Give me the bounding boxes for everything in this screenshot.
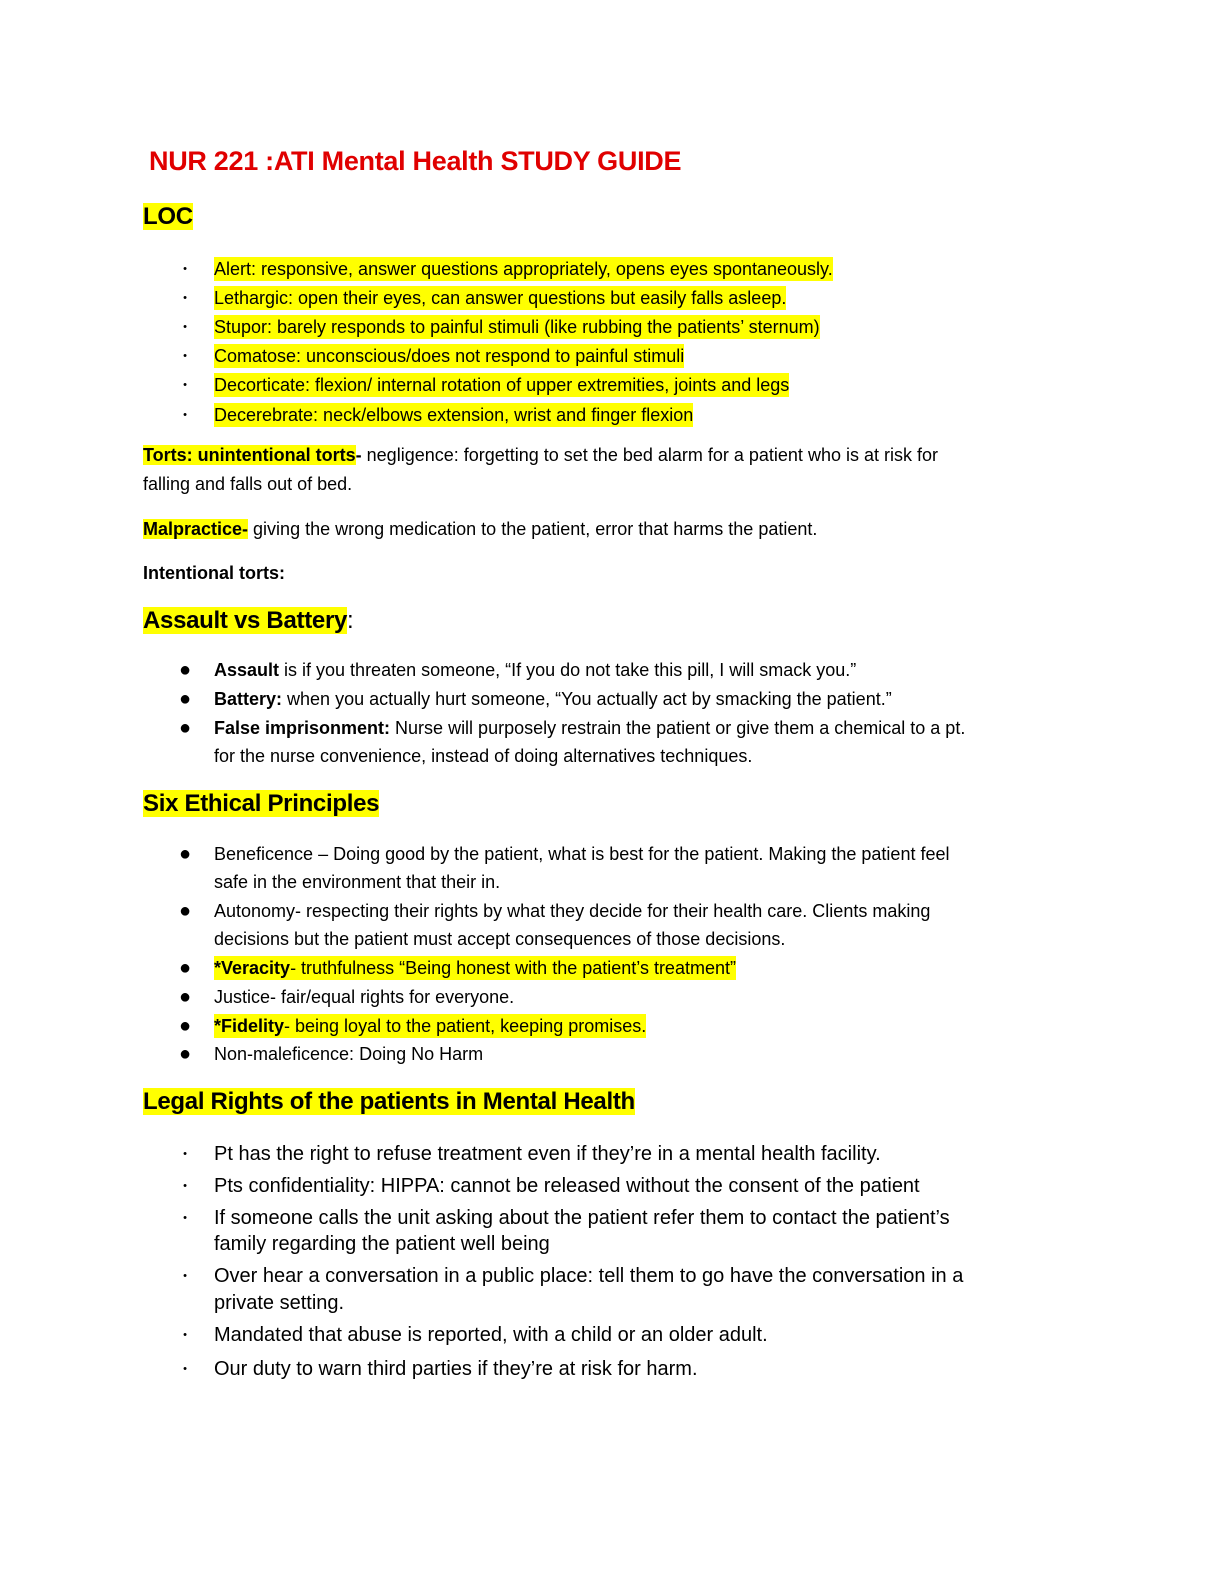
torts-label: Torts: unintentional torts [143, 445, 356, 465]
bullet-icon: • [183, 1329, 187, 1341]
torts-paragraph: Torts: unintentional torts- negligence: forgetting to set the bed alarm for a patient who is at risk for [143, 445, 938, 465]
bullet-icon: • [183, 1363, 187, 1375]
page-title: NUR 221 :ATI Mental Health STUDY GUIDE [149, 146, 682, 176]
ethics-heading: Six Ethical Principles [143, 790, 380, 817]
bullet-icon: • [183, 1148, 187, 1160]
bullet-icon: • [183, 263, 187, 275]
bullet-icon: • [183, 1212, 187, 1224]
assault-heading: Assault vs Battery: [143, 607, 354, 634]
bullet-icon: ● [178, 986, 192, 1008]
loc-heading: LOC [143, 203, 193, 230]
bullet-icon: • [183, 292, 187, 304]
bullet-icon: ● [178, 1043, 192, 1065]
bullet-icon: ● [178, 717, 192, 739]
malpractice-label: Malpractice- [143, 519, 249, 539]
bullet-icon: ● [178, 659, 192, 681]
bullet-icon: • [183, 379, 187, 391]
bullet-icon: • [183, 409, 187, 421]
legal-heading: Legal Rights of the patients in Mental Health [143, 1088, 635, 1115]
intentional-torts-label: Intentional torts: [143, 563, 285, 583]
bullet-icon: ● [178, 957, 192, 979]
document-page: NUR 221 :ATI Mental Health STUDY GUIDE LOC • Alert: responsive, answer questions appropriately, opens eyes spontaneously. • Lethargic: open their eyes, can answer questions but easily falls asleep. • Stupor: barely responds to painful stimuli (like rubbing the patients’ sternum) • Comatose: unconscious/does not respond to painful stimuli • Decorticate: flexion/ internal rotation of upper extremities, joints and legs • Decerebrate: neck/elbows extension, wrist and finger flexion Torts: unintentional torts- negligence: forgetting to set the bed alarm for a patient who is at risk for falling and falls out of bed. Malpractice- giving the wrong medication to the patient, error that harms the patient. Intentional torts: Assault vs Battery: ● Assault is if you threaten someone, “If you do not take this pill, I will smack you.” ● Battery: when you actually hurt someone, “You actually act by smacking the patient.” ● False imprisonment: Nurse will purposely restrain the patient or give them a chemical to a pt. for the nurse convenience, instead of doing alternatives techniques. Six Ethical Principles ● Beneficence – Doing good by the patient, what is best for the patient. Making the patient feel safe in the environment that their in. ● Autonomy- respecting their rights by what they decide for their health care. Clients making decisions but the patient must accept consequences of those decisions. ● *Veracity- truthfulness “Being honest with the patient’s treatment” ● Justice- fair/equal rights for everyone. ● *Fidelity- being loyal to the patient, keeping promises. ● Non-maleficence: Doing No Harm Legal Rights of the patients in Mental Health • Pt has the right to refuse treatment even if they’re in a mental health facility. • Pts confidentiality: HIPPA: cannot be released without the consent of the patient • If someone calls the unit asking about the patient refer them to contact the patient’s family regarding the patient well being • Over hear a conversation in a public place: tell them to go have the conversation in a private setting. • Mandated that abuse is reported, with a child or an older adult. • Our duty to warn third parties if they’re at risk for harm. [0, 0, 1224, 1584]
bullet-icon: ● [178, 688, 192, 710]
malpractice-paragraph: Malpractice- giving the wrong medication to the patient, error that harms the patient. [143, 519, 818, 539]
bullet-icon: ● [178, 843, 192, 865]
bullet-icon: • [183, 350, 187, 362]
bullet-icon: ● [178, 1015, 192, 1037]
bullet-icon: ● [178, 900, 192, 922]
torts-paragraph-cont: falling and falls out of bed. [143, 474, 353, 494]
bullet-icon: • [183, 1180, 187, 1192]
bullet-icon: • [183, 321, 187, 333]
bullet-icon: • [183, 1270, 187, 1282]
